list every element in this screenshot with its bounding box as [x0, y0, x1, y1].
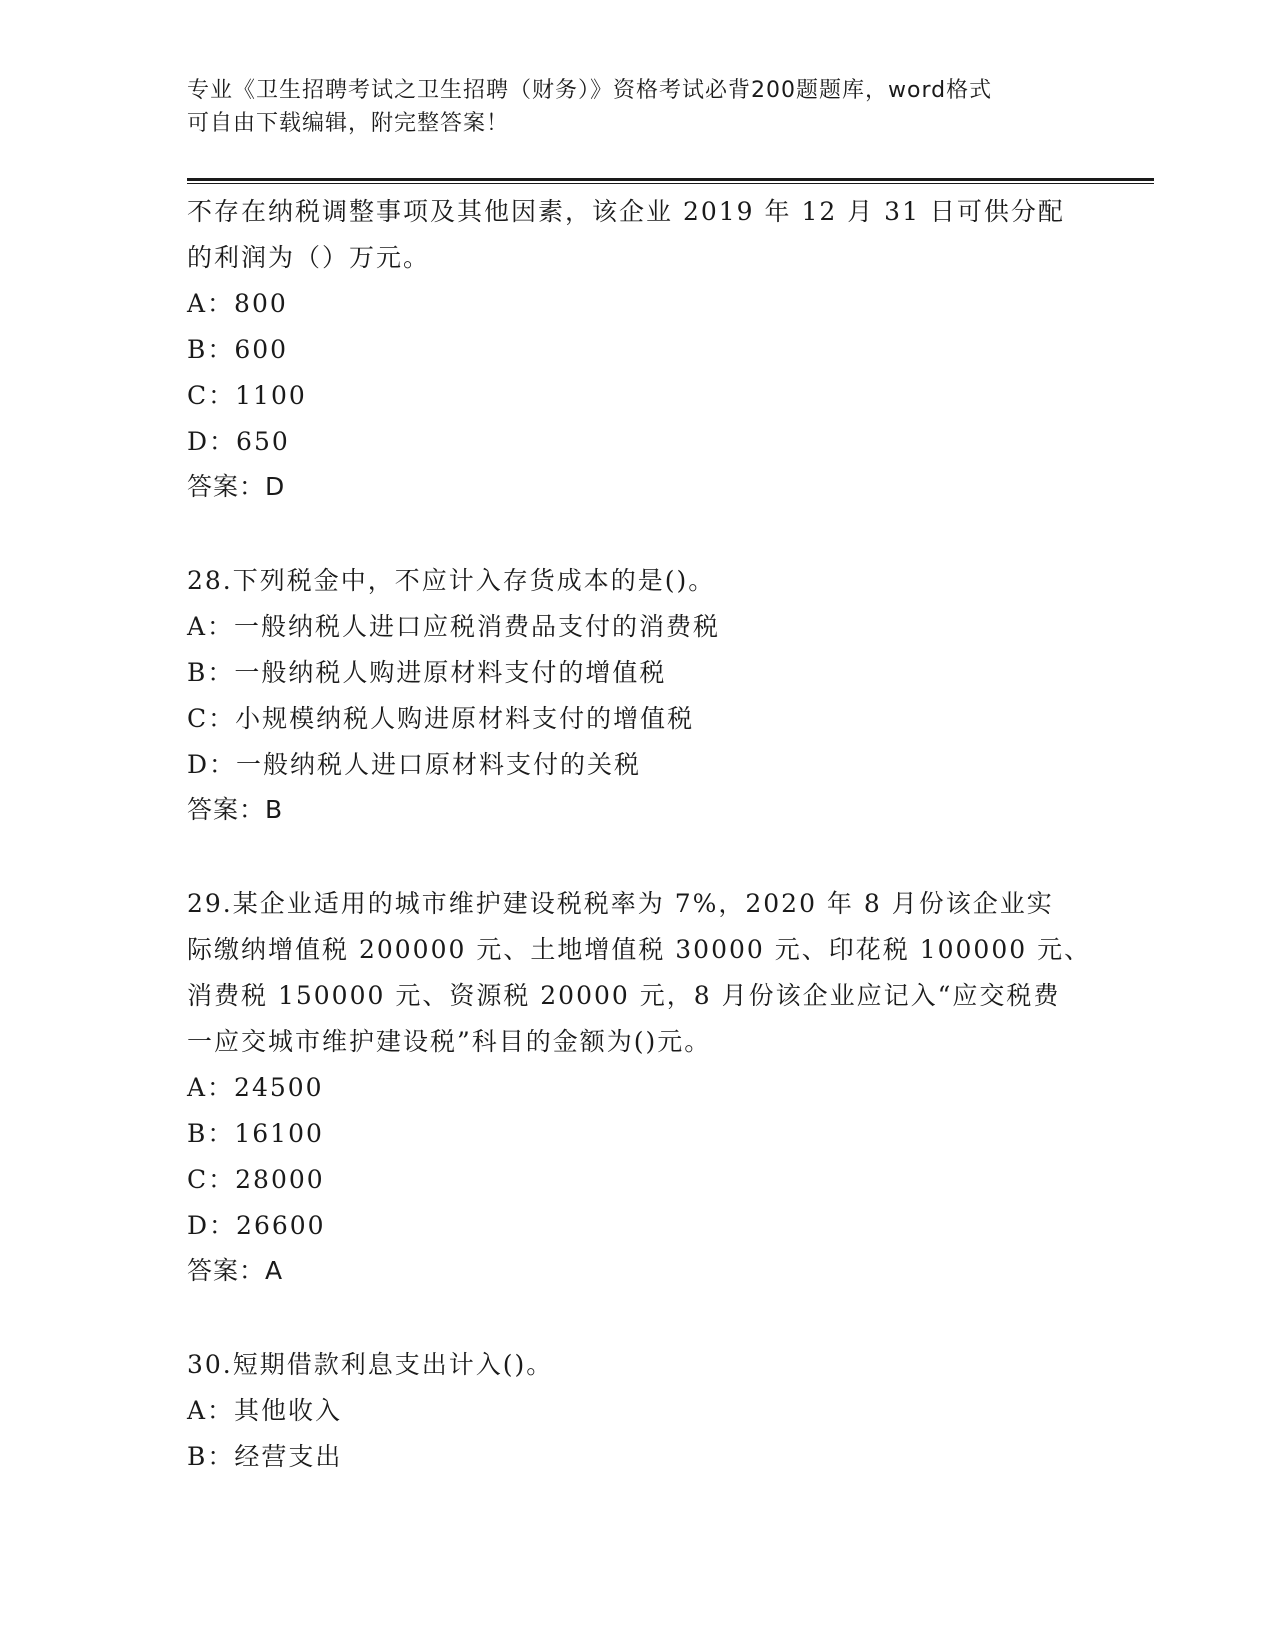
option-c: C：1100: [187, 381, 307, 410]
question-stem-line: 消费税 150000 元、资源税 20000 元，8 月份该企业应记入“应交税费: [187, 981, 1061, 1010]
option-b: B：16100: [187, 1119, 324, 1148]
question-spacer: [187, 509, 1087, 558]
option-c: C：小规模纳税人购进原材料支付的增值税: [187, 704, 695, 733]
option-a: A：24500: [187, 1073, 324, 1102]
question-stem-line: 一应交城市维护建设税”科目的金额为()元。: [187, 1027, 712, 1056]
document-header: [187, 74, 1067, 140]
question-spacer: [187, 832, 1087, 881]
option-a: A：800: [187, 289, 288, 318]
option-d: D：一般纳税人进口原材料支付的关税: [187, 750, 642, 779]
option-b: B：600: [187, 335, 289, 364]
option-a: A：其他收入: [187, 1396, 343, 1425]
option-b: B：经营支出: [187, 1442, 343, 1471]
question-stem-line: 的利润为（）万元。: [187, 243, 431, 272]
option-a: A：一般纳税人进口应税消费品支付的消费税: [187, 612, 721, 641]
option-c: C：28000: [187, 1165, 325, 1194]
header-divider-thin: [187, 183, 1154, 184]
question-stem-line: 际缴纳增值税 200000 元、土地增值税 30000 元、印花税 100000 元、: [187, 935, 1092, 964]
answer-line: 答案：D: [187, 472, 286, 501]
question-30: [187, 1342, 1087, 1480]
option-d: D：650: [187, 427, 290, 456]
answer-line: 答案：A: [187, 1256, 284, 1285]
header-title-line-2: 可自由下载编辑，附完整答案！: [187, 111, 510, 136]
question-stem-line: 30.短期借款利息支出计入()。: [187, 1350, 554, 1379]
question-28: [187, 558, 1087, 832]
question-27: [187, 189, 1087, 509]
question-29: [187, 881, 1092, 1293]
question-spacer: [187, 1293, 1087, 1342]
header-divider-thick: [187, 178, 1154, 181]
option-b: B：一般纳税人购进原材料支付的增值税: [187, 658, 667, 687]
question-stem-line: 28.下列税金中，不应计入存货成本的是()。: [187, 566, 716, 595]
answer-line: 答案：B: [187, 795, 284, 824]
option-d: D：26600: [187, 1211, 326, 1240]
question-stem-line: 29.某企业适用的城市维护建设税税率为 7%，2020 年 8 月份该企业实: [187, 889, 1054, 918]
question-list: [187, 189, 1092, 1480]
question-stem-line: 不存在纳税调整事项及其他因素，该企业 2019 年 12 月 31 日可供分配: [187, 197, 1065, 226]
header-title-line-1: 专业《卫生招聘考试之卫生招聘（财务）》资格考试必背200题题库，word格式: [187, 78, 993, 103]
